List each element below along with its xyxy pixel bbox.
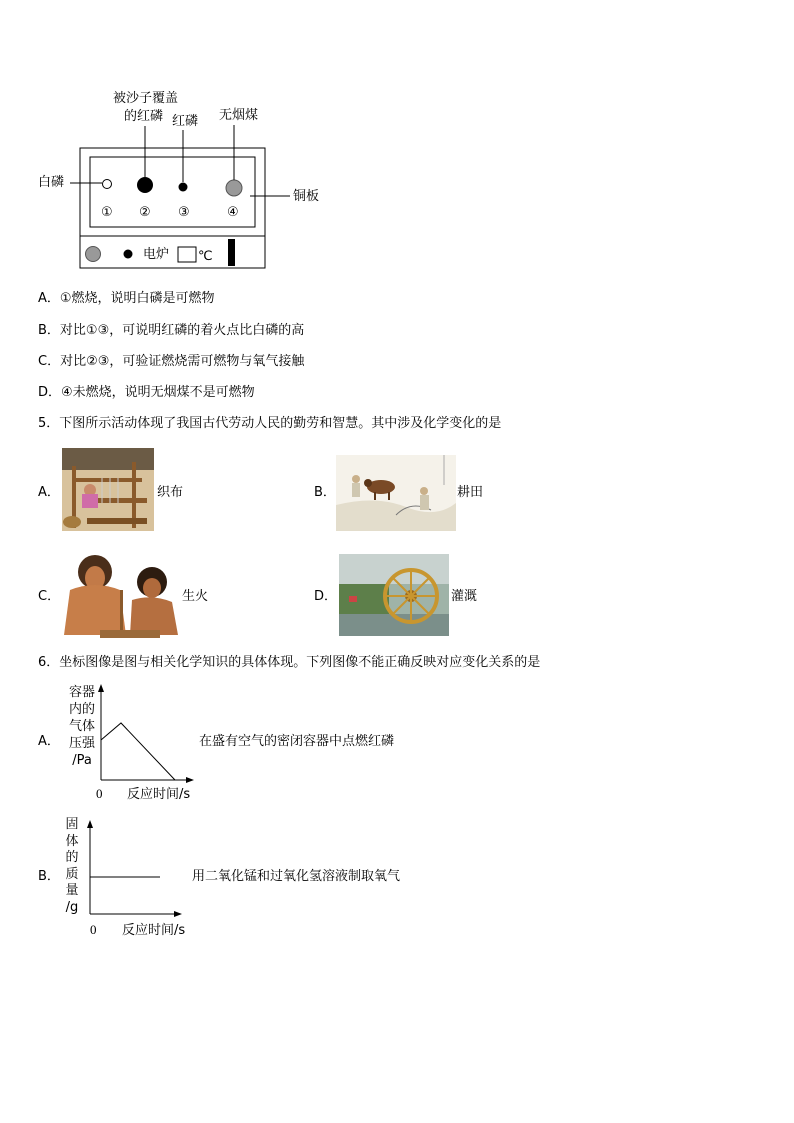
q6-a-y-arrow (98, 684, 104, 692)
q4-option-b (38, 323, 304, 339)
ylabel-line: 体 (65, 833, 79, 849)
q6-a-origin: 0 (96, 786, 103, 801)
q6-option-a-letter: A． (38, 734, 60, 749)
label-num-2: ② (139, 205, 151, 220)
q5-option-d-letter: D． (314, 589, 338, 604)
option-letter: D． (38, 385, 62, 400)
q6-b-xlabel: 反应时间/s (122, 923, 186, 938)
q6-option-b-letter: B． (38, 869, 60, 884)
ylabel-line: 质 (65, 866, 79, 882)
label-num-1: ① (101, 205, 113, 220)
ylabel-line: 内的 (68, 702, 95, 717)
q4-option-c (38, 354, 304, 370)
ylabel-line: /g (65, 899, 79, 915)
covered-red-phosphorus-sample (137, 177, 153, 193)
label-covered-line2: 的红磷 (124, 109, 164, 124)
weaving-loom-icon (62, 448, 154, 531)
ylabel-line: /Pa (72, 753, 92, 768)
q5-option-d-caption: 灌溉 (451, 589, 478, 604)
q5-stem: 5．下图所示活动体现了我国古代劳动人民的勤劳和智慧。其中涉及化学变化的是 (38, 416, 502, 431)
option-text: 对比②③，可验证燃烧需可燃物与氧气接触 (60, 354, 305, 369)
q6-stem: 6．坐标图像是图与相关化学知识的具体体现。下列图像不能正确反映对应变化关系的是 (38, 655, 541, 670)
stove-switch-icon (228, 239, 235, 266)
option-text: ④未燃烧，说明无烟煤不是可燃物 (61, 385, 255, 400)
ylabel-line: 容器 (68, 685, 95, 700)
option-letter: C． (38, 354, 61, 369)
q6-a-curve (101, 723, 175, 780)
ylabel-line: 的 (65, 850, 79, 865)
option-letter: B． (38, 323, 60, 338)
q6-b-y-arrow (87, 820, 93, 828)
label-celsius: ℃ (198, 249, 213, 264)
option-letter: A． (38, 291, 60, 306)
label-electric-stove: 电炉 (143, 247, 170, 262)
q5-option-b-caption: 耕田 (457, 485, 484, 500)
fire-making-icon (60, 550, 182, 640)
q4-option-d (38, 385, 255, 401)
label-white-phosphorus: 白磷 (38, 175, 65, 190)
q4-option-a (38, 291, 215, 307)
label-copper-plate: 铜板 (293, 189, 320, 204)
q5-option-a-letter: A． (38, 485, 60, 500)
temperature-display (178, 247, 196, 262)
irrigation-image (339, 554, 449, 636)
white-phosphorus-sample (103, 180, 112, 189)
q5-option-a-caption: 织布 (157, 485, 184, 500)
q6-a-x-arrow (186, 777, 194, 783)
plowing-ox-icon (336, 455, 456, 531)
q5-option-c-letter: C． (38, 589, 61, 604)
q6-b-origin: 0 (90, 922, 97, 937)
q5-option-b-letter: B． (314, 485, 336, 500)
q6-b-description: 用二氧化锰和过氧化氢溶液制取氧气 (192, 869, 401, 884)
plowing-image (336, 455, 456, 531)
label-num-4: ④ (227, 205, 239, 220)
q6-a-ylabel (66, 684, 98, 769)
smokeless-coal-sample (226, 180, 242, 196)
ylabel-line: 气体 (68, 719, 95, 734)
ylabel-line: 压强 (68, 736, 95, 751)
stove-knob-icon (86, 247, 101, 262)
red-phosphorus-sample (179, 183, 188, 192)
q6-b-x-arrow (174, 911, 182, 917)
q6-b-ylabel (62, 817, 82, 916)
label-num-3: ③ (178, 205, 190, 220)
weaving-image (62, 448, 154, 531)
option-text: 对比①③，可说明红磷的着火点比白磷的高 (59, 323, 305, 338)
fire-making-image (60, 550, 182, 640)
apparatus-drawing (0, 0, 794, 300)
stove-indicator-icon (124, 250, 133, 259)
q5-option-c-caption: 生火 (182, 589, 209, 604)
label-smokeless-coal: 无烟煤 (219, 108, 259, 123)
ylabel-line: 固 (65, 817, 79, 832)
label-covered-line1: 被沙子覆盖 (113, 91, 179, 106)
waterwheel-icon (339, 554, 449, 636)
q6-a-description: 在盛有空气的密闭容器中点燃红磷 (199, 734, 395, 749)
label-red-phosphorus: 红磷 (172, 114, 199, 129)
q6-a-xlabel: 反应时间/s (127, 787, 191, 802)
electric-stove (80, 236, 265, 268)
option-text: ①燃烧，说明白磷是可燃物 (59, 291, 215, 306)
ylabel-line: 量 (65, 883, 79, 898)
